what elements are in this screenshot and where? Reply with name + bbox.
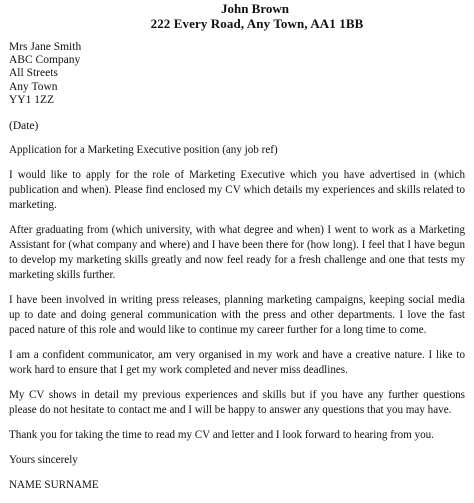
sender-name: John Brown [220,1,290,16]
subject-line: Application for a Marketing Executive position (any job ref) [9,144,278,156]
letter-date: (Date) [9,120,39,132]
recipient-line: Any Town [9,80,58,93]
paragraph: I would like to apply for the role of Marketing Executive which you have advertised in (which publication and when). Please find enclosed my CV which details my experiences and skills related to marketing. [9,169,465,211]
paragraph: I am a confident communicator, am very organised in my work and have a creative nature. I like to work hard to ensure that I get my work completed and never miss deadlines. [9,349,465,376]
recipient-line: Mrs Jane Smith [9,41,82,53]
letter-body [9,143,465,503]
recipient-line: All Streets [9,67,58,80]
closing: Yours sincerely [9,454,78,466]
signature-name: NAME SURNAME [9,479,99,491]
paragraph: After graduating from (which university, with what degree and when) I went to work as a Marketing Assistant for (what company and where) and I have been there for (how long). I feel that I have begun to develop my marketing skills greatly and now feel ready for a fresh challenge and one that tests my marketing skills further. [9,224,465,281]
paragraph: My CV shows in detail my previous experiences and skills but if you have any further questions please do not hesitate to contact me and I will be happy to answer any questions that you may have. [9,389,465,416]
recipient-address [9,41,81,107]
recipient-line: ABC Company [9,54,81,67]
recipient-line: YY1 1ZZ [9,93,55,106]
letter-header [0,1,474,31]
paragraph: Thank you for taking the time to read my CV and letter and I look forward to hearing from you. [9,429,434,441]
sender-address: 222 Every Road, Any Town, AA1 1BB [150,16,364,31]
paragraph: I have been involved in writing press releases, planning marketing campaigns, keeping social media up to date and doing general communication with the press and other departments. I love the fast paced nature of this role and would like to continue my career further for a long time to come. [9,294,465,336]
